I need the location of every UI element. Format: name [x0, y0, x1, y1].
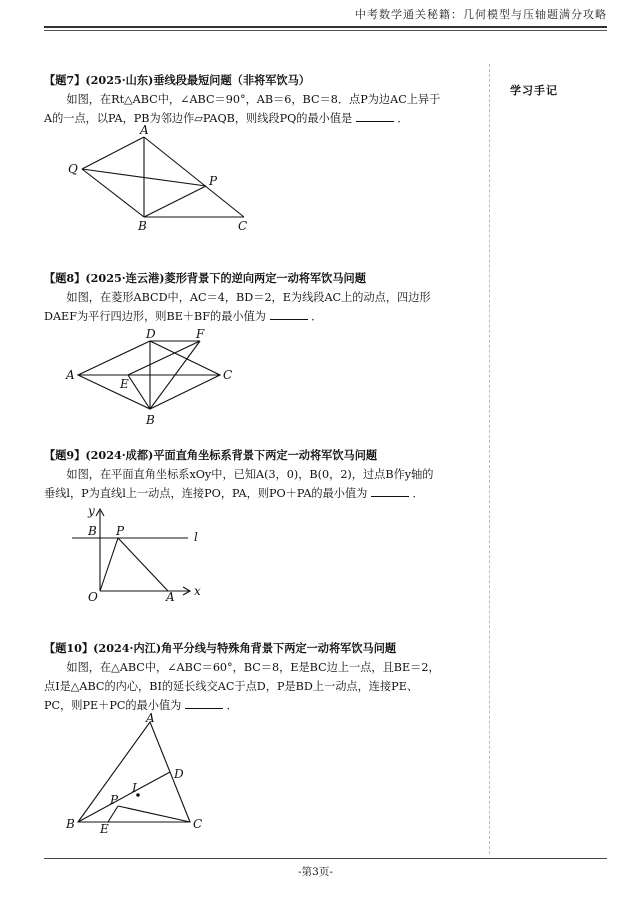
problem-8	[44, 269, 484, 326]
sidebar-divider	[489, 64, 490, 854]
label-E: E	[100, 822, 109, 836]
label-A: A	[166, 590, 175, 604]
answer-blank	[371, 486, 409, 497]
problem-title: 【题7】(2025·山东)垂线段最短问题（非将军饮马）	[44, 73, 310, 87]
segment-QA	[82, 137, 144, 169]
label-Q: Q	[68, 162, 78, 176]
problem-text-line: 如图，在菱形ABCD中，AC＝4，BD＝2，E为线段AC上的动点，四边形	[66, 291, 431, 304]
problem-text-line: 点I是△ABC的内心，BI的延长线交AC于点D，P是BD上一动点，连接PE、	[44, 680, 419, 693]
study-notes-label: 学习手记	[510, 84, 558, 97]
figure-problem-8	[62, 324, 252, 434]
label-l: l	[194, 530, 198, 544]
label-F: F	[196, 327, 205, 341]
segment-PO	[100, 538, 118, 591]
header-rule	[44, 26, 607, 28]
label-P: P	[116, 524, 125, 538]
figure-problem-7	[60, 125, 280, 235]
label-A: A	[146, 711, 155, 725]
answer-blank	[270, 309, 308, 320]
problem-title: 【题10】(2024·内江)角平分线与特殊角背景下两定一动将军饮马问题	[44, 641, 397, 655]
label-C: C	[193, 817, 203, 831]
label-A: A	[66, 368, 75, 382]
label-C: C	[223, 368, 233, 382]
label-D: D	[174, 767, 184, 781]
label-x: x	[194, 584, 201, 598]
problem-title: 【题8】(2025·连云港)菱形背景下的逆向两定一动将军饮马问题	[44, 271, 366, 285]
label-D: D	[146, 327, 156, 341]
problem-title: 【题9】(2024·成都)平面直角坐标系背景下两定一动将军饮马问题	[44, 448, 378, 462]
label-O: O	[88, 590, 98, 604]
problem-7	[44, 71, 484, 128]
label-y: y	[88, 504, 95, 518]
page-number: -第3页-	[298, 866, 333, 878]
label-B: B	[138, 219, 147, 233]
label-P: P	[209, 174, 218, 188]
problem-text-line: DAEF为平行四边形，则BE＋BF的最小值为 ．	[44, 310, 323, 323]
segment-BP	[144, 186, 206, 217]
problem-10	[44, 639, 484, 715]
label-P: P	[110, 793, 119, 807]
label-E: E	[120, 377, 129, 391]
footer-rule	[44, 858, 607, 859]
segment-PA	[118, 538, 168, 591]
label-I: I	[132, 781, 137, 795]
header-rule-thin	[44, 30, 607, 31]
problem-text-line: PC，则PE＋PC的最小值为 ．	[44, 699, 238, 712]
label-B: B	[88, 524, 97, 538]
problem-text-line: A的一点，以PA，PB为邻边作▱PAQB，则线段PQ的最小值是 ．	[44, 112, 409, 125]
segment-PE	[108, 806, 118, 822]
label-B: B	[66, 817, 75, 831]
problem-text-line: 如图，在平面直角坐标系xOy中，已知A(3，0)，B(0，2)，过点B作y轴的	[66, 468, 434, 481]
label-A: A	[140, 123, 149, 137]
problem-text-line: 垂线l，P为直线l上一动点，连接PO，PA，则PO＋PA的最小值为 ．	[44, 487, 424, 500]
segment-AC	[144, 137, 244, 217]
figure-problem-10	[62, 712, 212, 837]
label-C: C	[238, 219, 248, 233]
problem-text-line: 如图，在△ABC中，∠ABC＝60°，BC＝8，E是BC边上一点，且BE＝2，	[66, 661, 440, 674]
label-B: B	[146, 413, 155, 427]
answer-blank	[356, 111, 394, 122]
header-title: 中考数学通关秘籍：几何模型与压轴题满分攻略	[355, 8, 607, 21]
segment-PC	[118, 806, 190, 822]
answer-blank	[185, 698, 223, 709]
figure-problem-9	[70, 503, 220, 603]
problem-text-line: 如图，在Rt△ABC中，∠ABC＝90°，AB＝6，BC＝8．点P为边AC上异于	[66, 93, 441, 106]
problem-9	[44, 446, 484, 503]
